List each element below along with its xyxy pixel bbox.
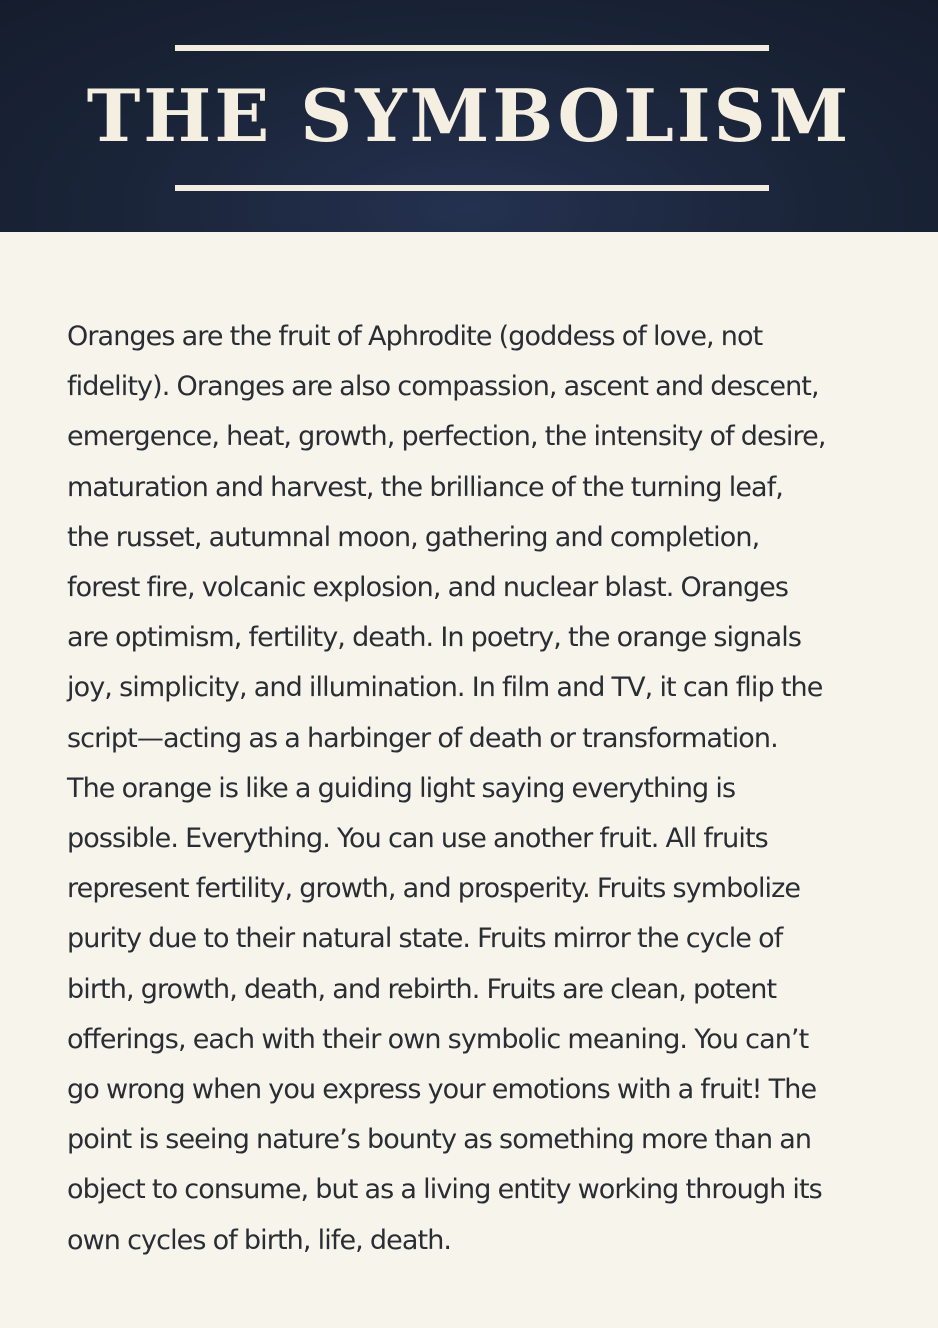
paragraph-line: the russet, autumnal moon, gathering and completion,: [67, 521, 760, 553]
paragraph-line: offerings, each with their own symbolic meaning. You can’t: [67, 1023, 809, 1055]
paragraph-line: point is seeing nature’s bounty as something more than an: [67, 1124, 812, 1156]
paragraph-line: script—acting as a harbinger of death or transformation.: [67, 722, 778, 754]
paragraph-line: birth, growth, death, and rebirth. Fruits are clean, potent: [67, 973, 777, 1005]
paragraph-line: are optimism, fertility, death. In poetry, the orange signals: [67, 622, 802, 654]
paragraph-line: object to consume, but as a living entity working through its: [67, 1174, 822, 1206]
paragraph-line: The orange is like a guiding light saying everything is: [67, 772, 736, 804]
content-area: [0, 232, 938, 1328]
paragraph-line: represent fertility, growth, and prosperity. Fruits symbolize: [67, 873, 801, 905]
paragraph-line: forest fire, volcanic explosion, and nuclear blast. Oranges: [67, 572, 789, 604]
paragraph-line: Oranges are the fruit of Aphrodite (goddess of love, not: [67, 321, 763, 352]
paragraph-line: maturation and harvest, the brilliance of the turning leaf,: [67, 471, 783, 503]
paragraph-line: purity due to their natural state. Fruits mirror the cycle of: [67, 923, 783, 955]
body-paragraph: [67, 312, 872, 1266]
title-top-rule: [175, 45, 769, 51]
paragraph-line: own cycles of birth, life, death.: [67, 1224, 452, 1256]
paragraph-line: emergence, heat, growth, perfection, the intensity of desire,: [67, 421, 826, 453]
paragraph-line: possible. Everything. You can use another fruit. All fruits: [67, 823, 768, 855]
title-bottom-rule: [175, 185, 769, 191]
paragraph-line: go wrong when you express your emotions with a fruit! The: [67, 1074, 817, 1106]
paragraph-line: joy, simplicity, and illumination. In film and TV, it can flip the: [67, 672, 823, 704]
header-banner: [0, 0, 938, 232]
paragraph-line: fidelity). Oranges are also compassion, ascent and descent,: [67, 371, 819, 403]
page-title: THE SYMBOLISM: [86, 73, 852, 158]
